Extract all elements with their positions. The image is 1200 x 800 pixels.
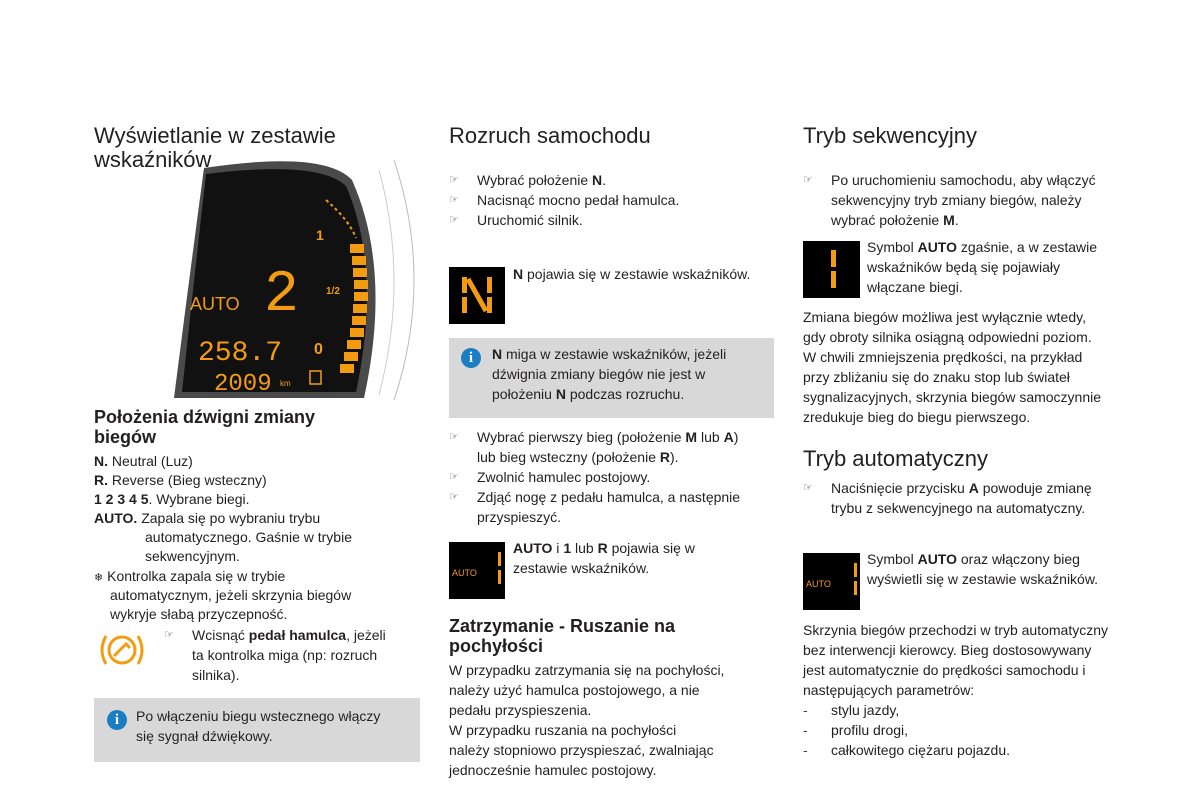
automatic-text-2: bez interwencji kierowcy. Bieg dostosowywany xyxy=(803,642,1092,658)
sequential-text-5: sygnalizacyjnych, skrzynia biegów samoczynnie xyxy=(803,389,1102,405)
section-title-display: Wyświetlanie w zestawie wskaźników xyxy=(94,123,336,172)
legend-auto: AUTO. Zapala się po wybraniu trybu xyxy=(94,510,321,526)
hill-text-5: należy stopniowo przyspieszać, zwalniając xyxy=(449,742,714,758)
legend-n: N. Neutral (Luz) xyxy=(94,453,193,469)
bullet-sequential: ☞ Po uruchomieniu samochodu, aby włączyć xyxy=(803,172,1096,188)
gauge-odometer-unit: km xyxy=(280,379,291,388)
auto-gear-display-caption: Symbol AUTO oraz włączony bieg xyxy=(867,551,1080,567)
gauge-tick-half: 1/2 xyxy=(326,286,340,297)
warning-lamp-text-3: wykryje słabą przyczepność. xyxy=(110,606,288,622)
warning-lamp-text: ❄ Kontrolka zapala się w trybie xyxy=(94,568,286,584)
section-title-automatic: Tryb automatyczny xyxy=(803,446,989,471)
display-auto-gear-icon: AUTO xyxy=(803,553,860,610)
gauge-odometer: 2009 xyxy=(214,371,272,398)
automatic-text-3: jest automatycznie do prędkości samochodu i xyxy=(803,662,1086,678)
gauge-trip: 258.7 xyxy=(198,338,283,369)
sequential-text-1: Zmiana biegów możliwa jest wyłącznie wtedy, xyxy=(803,309,1086,325)
bullet-press-a: ☞ Naciśnięcie przycisku A powoduje zmianę xyxy=(803,480,1092,496)
warning-lamp-text-2: automatycznym, jeżeli skrzynia biegów xyxy=(110,587,352,603)
bullet-select-n: ☞ Wybrać położenie N. xyxy=(449,172,607,188)
gauge-tick-0: 0 xyxy=(314,341,323,358)
display-gear-1-icon xyxy=(803,241,860,298)
legend-auto-cont2: sekwencyjnym. xyxy=(145,548,240,564)
sequential-text-4: przy zbliżaniu się do znaku stop lub świateł xyxy=(803,369,1070,385)
bullet-press-brake-2: ta kontrolka miga (np: rozruch xyxy=(192,647,378,663)
display-auto-1-icon: AUTO xyxy=(449,542,505,599)
dash-item-total-weight: - całkowitego ciężaru pojazdu. xyxy=(803,742,1010,758)
legend-gears: 1 2 3 4 5. Wybrane biegi. xyxy=(94,491,250,507)
hill-text-3: pedału przyspieszenia. xyxy=(449,702,592,718)
hill-text-2: należy użyć hamulca postojowego, a nie xyxy=(449,682,700,698)
gauge-gear-digit: 2 xyxy=(264,263,299,328)
bullet-release-handbrake: ☞ Zwolnić hamulec postojowy. xyxy=(449,469,651,485)
subsection-title-gear-positions: Położenia dźwigni zmiany biegów xyxy=(94,407,316,447)
hill-text-6: jednocześnie hamulec postojowy. xyxy=(449,762,657,778)
instrument-cluster-illustration xyxy=(94,160,420,400)
bullet-accelerate-2: przyspieszyć. xyxy=(477,509,562,525)
info-icon: i xyxy=(107,710,127,730)
auto-display-caption-2: zestawie wskaźników. xyxy=(513,560,650,576)
sequential-text-2: gdy obroty silnika osiągną odpowiedni poziom. xyxy=(803,329,1092,345)
brake-warning-icon xyxy=(98,630,146,670)
dash-item-driving-style: - stylu jazdy, xyxy=(803,702,900,718)
hill-text-4: W przypadku ruszania na pochyłości xyxy=(449,722,677,738)
info-box-n-blink: i N miga w zestawie wskaźników, jeżeli dźwignia zmiany biegów nie jest w położeniu N podczas rozruchu. xyxy=(449,338,774,418)
info-box-reverse: i Po włączeniu biegu wstecznego włączy się sygnał dźwiękowy. xyxy=(94,698,420,762)
bullet-select-first-gear-2: lub bieg wsteczny (położenie R). xyxy=(477,449,679,465)
dash-item-road-profile: - profilu drogi, xyxy=(803,722,909,738)
auto-display-caption: AUTO i 1 lub R pojawia się w xyxy=(513,540,695,556)
gauge-tick-1: 1 xyxy=(316,227,324,243)
n-display-caption: N pojawia się w zestawie wskaźników. xyxy=(513,266,751,282)
bullet-accelerate: ☞ Zdjąć nogę z pedału hamulca, a następnie xyxy=(449,489,741,505)
subsection-title-hill: Zatrzymanie - Ruszanie na pochyłości xyxy=(449,616,676,656)
gauge-mode-label: AUTO xyxy=(190,294,240,314)
sequential-text-6: zredukuje bieg do biegu pierwszego. xyxy=(803,409,1031,425)
legend-auto-cont1: automatycznego. Gaśnie w trybie xyxy=(145,529,352,545)
section-title-start: Rozruch samochodu xyxy=(449,123,651,148)
bullet-press-brake: ☞ Wcisnąć pedał hamulca, jeżeli xyxy=(164,627,386,643)
automatic-text-4: następujących parametrów: xyxy=(803,682,975,698)
info-icon: i xyxy=(461,348,481,368)
section-title-sequential: Tryb sekwencyjny xyxy=(803,123,978,148)
automatic-text-1: Skrzynia biegów przechodzi w tryb automatyczny xyxy=(803,622,1109,638)
snowflake-icon: ❄ xyxy=(94,572,104,584)
gear1-display-caption: Symbol AUTO zgaśnie, a w zestawie xyxy=(867,239,1098,255)
display-n-icon xyxy=(449,267,505,324)
sequential-text-3: W chwili zmniejszenia prędkości, na przykład xyxy=(803,349,1083,365)
bullet-press-brake-pedal: ☞ Nacisnąć mocno pedał hamulca. xyxy=(449,192,680,208)
bullet-start-engine: ☞ Uruchomić silnik. xyxy=(449,212,583,228)
bullet-press-brake-3: silnika). xyxy=(192,667,240,683)
hill-text-1: W przypadku zatrzymania się na pochyłości, xyxy=(449,662,725,678)
bullet-select-first-gear: ☞ Wybrać pierwszy bieg (położenie M lub A) xyxy=(449,429,739,445)
legend-r: R. Reverse (Bieg wsteczny) xyxy=(94,472,267,488)
